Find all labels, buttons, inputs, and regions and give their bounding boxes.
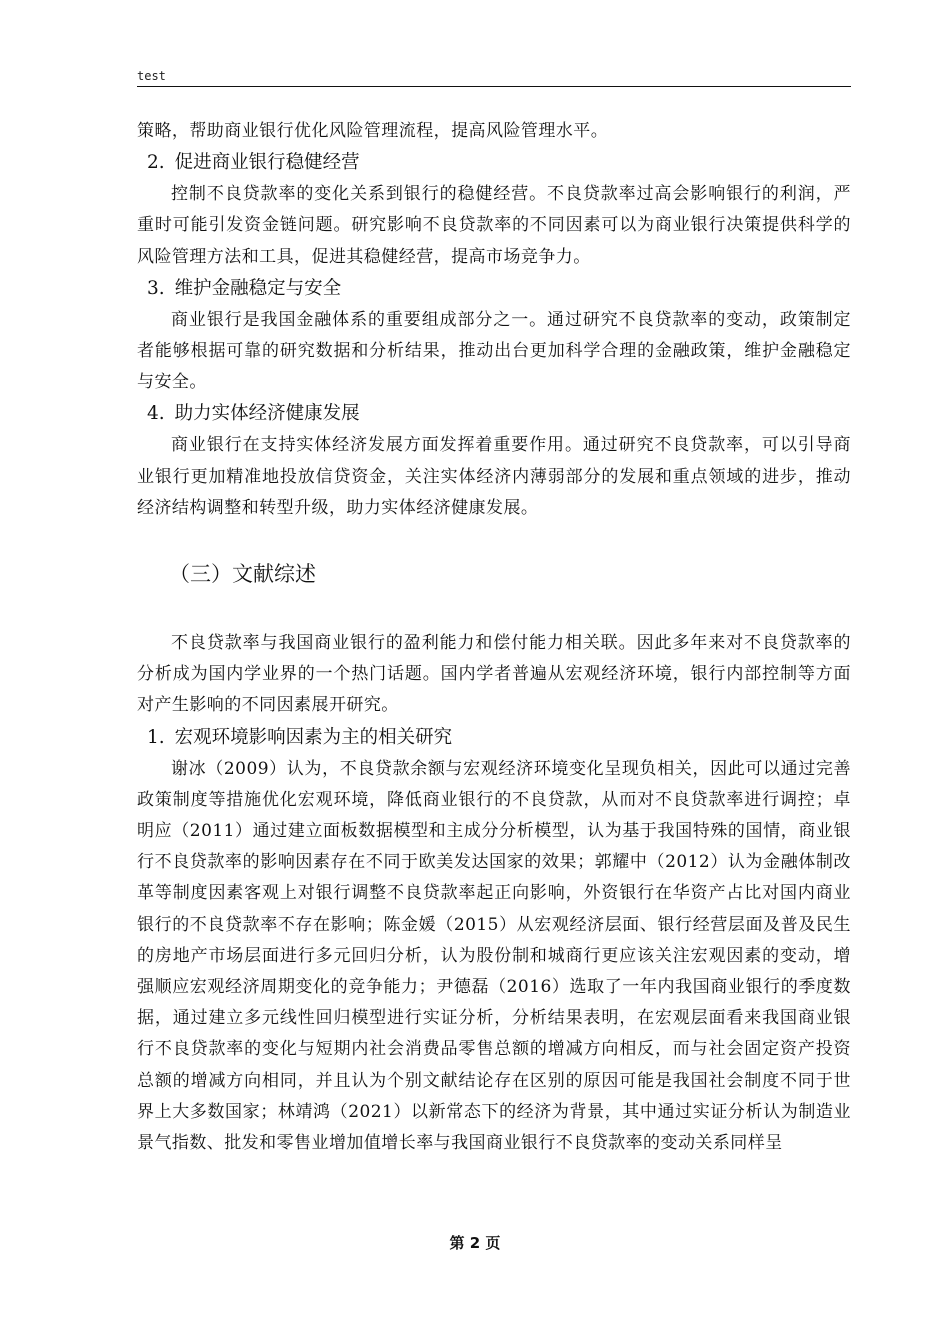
- paragraph: 商业银行在支持实体经济发展方面发挥着重要作用。通过研究不良贷款率，可以引导商业银行更加精准地投放信贷资金，关注实体经济内薄弱部分的发展和重点领域的进步，推动经济结构调整和转型升级，助力实体经济健康发展。: [137, 435, 851, 518]
- paragraph-continued: 策略，帮助商业银行优化风险管理流程，提高风险管理水平。: [137, 121, 609, 141]
- section-heading-literature-review: （三）文献综述: [169, 562, 316, 587]
- page-number: 第 2 页: [449, 1234, 501, 1252]
- header-rule: [137, 86, 851, 87]
- paragraph: 不良贷款率与我国商业银行的盈利能力和偿付能力相关联。因此多年来对不良贷款率的分析成为国内学业界的一个热门话题。国内学者普遍从宏观经济环境，银行内部控制等方面对产生影响的不同因素展开研究。: [137, 633, 851, 716]
- subheading-number: 3.: [147, 277, 165, 299]
- subheading-title: 宏观环境影响因素为主的相关研究: [174, 726, 453, 748]
- subheading-2: [137, 147, 851, 179]
- document-body: [137, 116, 851, 1159]
- paragraph: 控制不良贷款率的变化关系到银行的稳健经营。不良贷款率过高会影响银行的利润，严重时可能引发资金链问题。研究影响不良贷款率的不同因素可以为商业银行决策提供科学的风险管理方法和工具，促进其稳健经营，提高市场竞争力。: [137, 184, 851, 267]
- subheading-number: 4.: [147, 403, 165, 425]
- subheading-number: 1.: [147, 726, 165, 748]
- subheading-3: [137, 273, 851, 305]
- subheading-title: 促进商业银行稳健经营: [174, 152, 360, 174]
- subheading-number: 2.: [147, 152, 165, 174]
- page-header-text: test: [137, 69, 166, 83]
- subheading-4: [137, 398, 851, 430]
- subheading-title: 助力实体经济健康发展: [174, 403, 360, 425]
- subheading-1: [137, 722, 851, 754]
- paragraph: 谢冰（2009）认为，不良贷款余额与宏观经济环境变化呈现负相关，因此可以通过完善政策制度等措施优化宏观环境，降低商业银行的不良贷款，从而对不良贷款率进行调控；卓明应（2011）通过建立面板数据模型和主成分分析模型，认为基于我国特殊的国情，商业银行不良贷款率的影响因素存在不同于欧美发达国家的效果；郭耀中（2012）认为金融体制改革等制度因素客观上对银行调整不良贷款率起正向影响，外资银行在华资产占比对国内商业银行的不良贷款率不存在影响；陈金媛（2015）从宏观经济层面、银行经营层面及普及民生的房地产市场层面进行多元回归分析，认为股份制和城商行更应该关注宏观因素的变动，增强顺应宏观经济周期变化的竞争能力；尹德磊（2016）选取了一年内我国商业银行的季度数据，通过建立多元线性回归模型进行实证分析，分析结果表明，在宏观层面看来我国商业银行不良贷款率的变化与短期内社会消费品零售总额的增减方向相反，而与社会固定资产投资总额的增减方向相同，并且认为个别文献结论存在区别的原因可能是我国社会制度不同于世界上大多数国家；林靖鸿（2021）以新常态下的经济为背景，其中通过实证分析认为制造业景气指数、批发和零售业增加值增长率与我国商业银行不良贷款率的变动关系同样呈: [137, 758, 851, 1154]
- subheading-title: 维护金融稳定与安全: [174, 277, 342, 299]
- paragraph: 商业银行是我国金融体系的重要组成部分之一。通过研究不良贷款率的变动，政策制定者能够根据可靠的研究数据和分析结果，推动出台更加科学合理的金融政策，维护金融稳定与安全。: [137, 309, 851, 393]
